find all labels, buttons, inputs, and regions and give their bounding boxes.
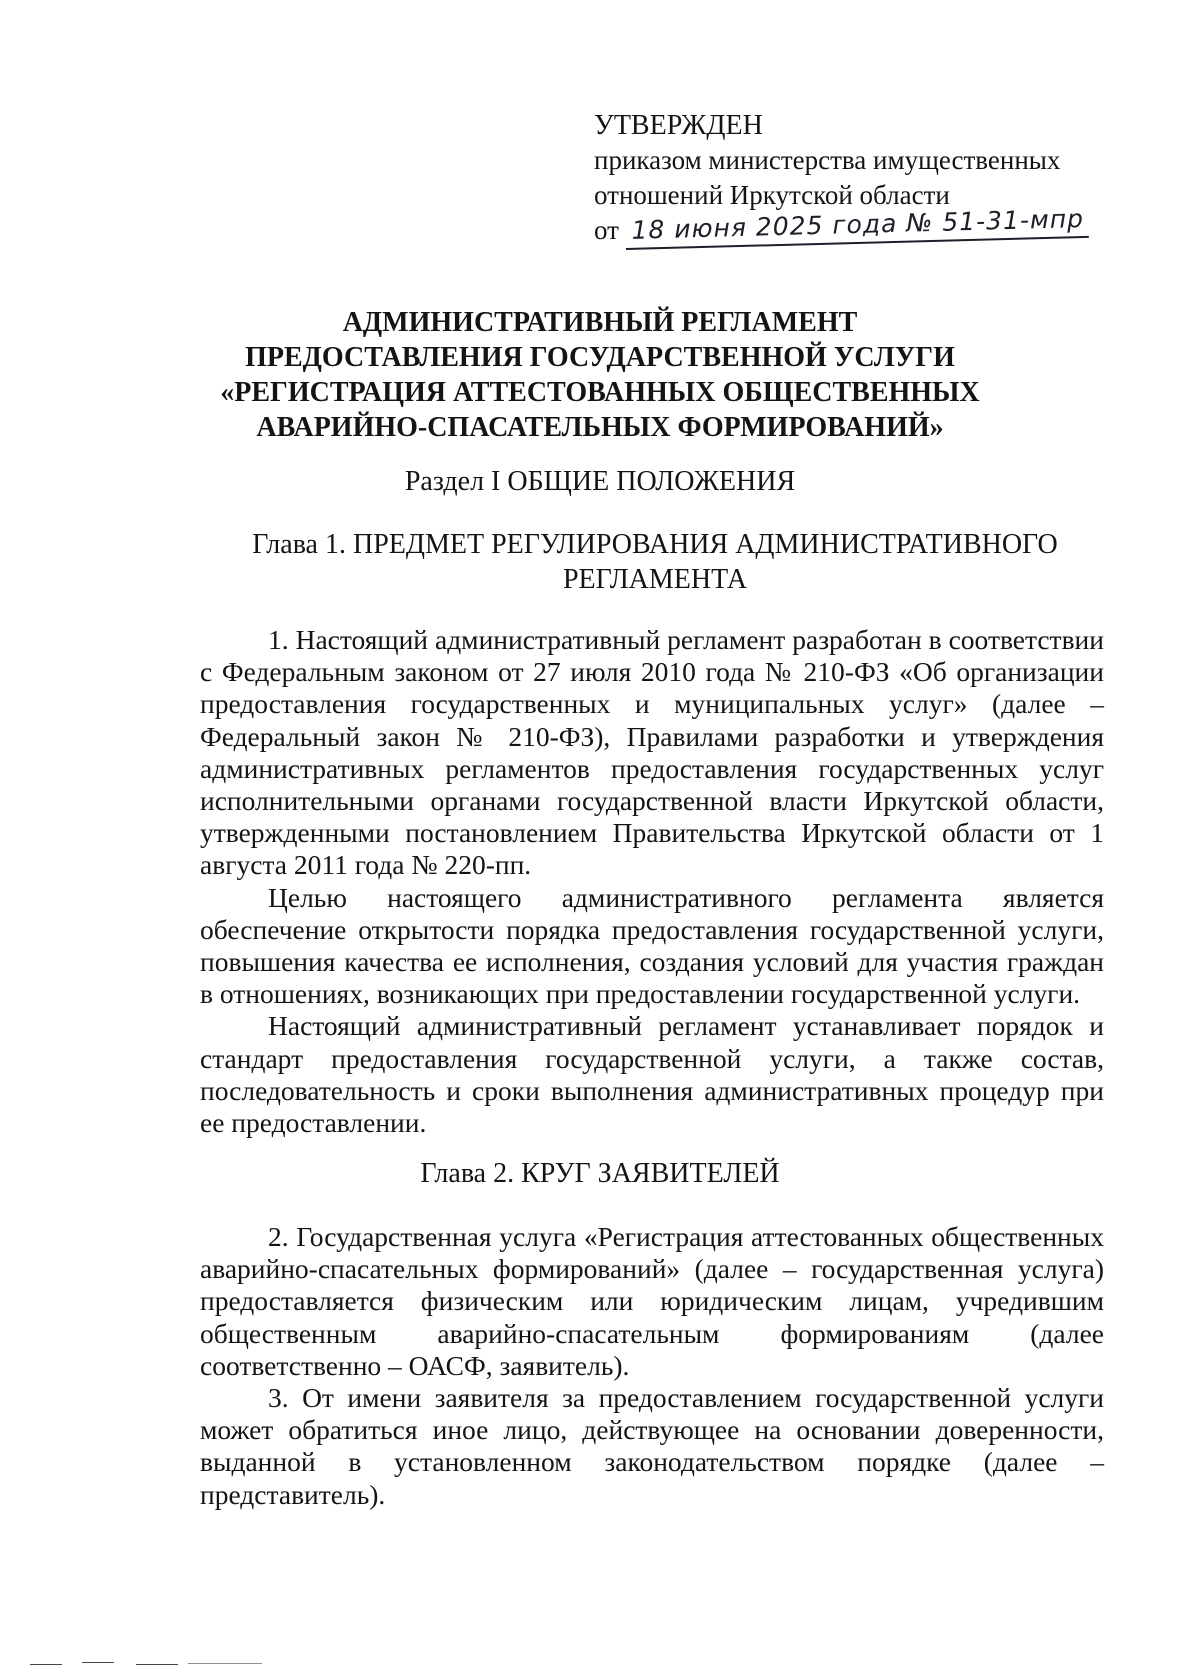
paragraph: 3. От имени заявителя за предоставлением государственной услуги может обратиться иное лицо, действующее на основании доверенности, выданной в установленном законодательством порядке (далее – представитель).: [200, 1382, 1104, 1510]
title-line-2: ПРЕДОСТАВЛЕНИЯ ГОСУДАРСТВЕННОЙ УСЛУГИ: [245, 342, 955, 373]
handwritten-date-number: 18 июня 2025 года № 51-31-мпр: [625, 201, 1088, 250]
scan-artifact: [82, 1662, 114, 1663]
scan-artifact: [188, 1663, 262, 1664]
approval-stamp-block: [594, 108, 1154, 250]
title-line-4: АВАРИЙНО-СПАСАТЕЛЬНЫХ ФОРМИРОВАНИЙ»: [256, 412, 944, 443]
approval-heading: УТВЕРЖДЕН: [594, 110, 763, 141]
title-line-3: «РЕГИСТРАЦИЯ АТТЕСТОВАННЫХ ОБЩЕСТВЕННЫХ: [220, 377, 980, 408]
approval-line-2: отношений Иркутской области: [594, 180, 950, 210]
paragraph: Настоящий административный регламент устанавливает порядок и стандарт предоставления государственной услуги, а также состав, последовательность и сроки выполнения административных процедур при ее предоставлении.: [200, 1010, 1104, 1139]
paragraph: 1. Настоящий административный регламент разработан в соответствии с Федеральным законом от 27 июля 2010 года № 210-ФЗ «Об организации предоставления государственных и муниципальных услуг» (далее – Федеральный закон № 210-ФЗ), Правилами разработки и утверждения административных регламентов предоставления государственных услуг исполнительными органами государственной власти Иркутской области, утвержденными постановлением Правительства Иркутской области от 1 августа 2011 года № 220-пп.: [200, 624, 1104, 881]
document-title: [0, 305, 1200, 445]
approval-line-1: приказом министерства имущественных: [594, 145, 1061, 175]
paragraph: 2. Государственная услуга «Регистрация аттестованных общественных аварийно-спасательных формирований» (далее – государственная услуга) предоставляется физическим или юридическим лицам, учредившим общественным аварийно-спасательным формированиям (далее соответственно – ОАСФ, заявитель).: [200, 1221, 1104, 1381]
section-heading: Раздел I ОБЩИЕ ПОЛОЖЕНИЯ: [404, 466, 796, 497]
chapter-2-body: [200, 1221, 1104, 1511]
chapter-2-heading: Глава 2. КРУГ ЗАЯВИТЕЛЕЙ: [420, 1158, 780, 1189]
scan-artifact: [136, 1664, 178, 1665]
paragraph: Целью настоящего административного регламента является обеспечение открытости порядка предоставления государственной услуги, повышения качества ее исполнения, создания условий для участия граждан в отношениях, возникающих при предоставлении государственной услуги.: [200, 881, 1104, 1010]
chapter-1-heading: Глава 1. ПРЕДМЕТ РЕГУЛИРОВАНИЯ АДМИНИСТРАТИВНОГО РЕГЛАМЕНТА: [252, 529, 1058, 595]
date-prefix: от: [594, 215, 619, 245]
approval-date-line: [594, 204, 1154, 250]
title-line-1: АДМИНИСТРАТИВНЫЙ РЕГЛАМЕНТ: [342, 307, 858, 338]
scan-artifact: [30, 1664, 62, 1665]
chapter-1-body: [200, 624, 1104, 1139]
